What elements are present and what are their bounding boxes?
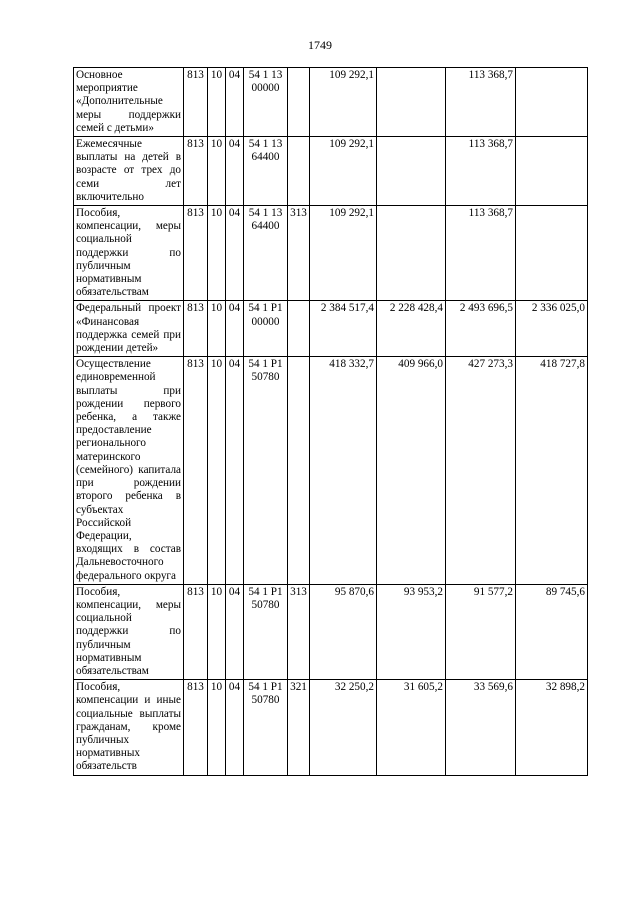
- cell-rz: 10: [208, 680, 226, 775]
- cell-value-1: 109 292,1: [310, 68, 377, 137]
- cell-value-1: 109 292,1: [310, 206, 377, 301]
- table-row: [74, 206, 588, 301]
- cell-value-3: 113 368,7: [446, 68, 516, 137]
- cell-rz: 10: [208, 584, 226, 679]
- table-row: [74, 68, 588, 137]
- cell-csr: 54 1 P1 50780: [244, 680, 288, 775]
- cell-value-2: [377, 137, 446, 206]
- cell-value-4: 418 727,8: [516, 357, 588, 584]
- cell-value-3: 113 368,7: [446, 206, 516, 301]
- cell-pr: 04: [226, 357, 244, 584]
- cell-name: Пособия, компенсации и иные социальные выплаты гражданам, кроме публичных нормативных обязательств: [74, 680, 184, 775]
- cell-vr: [288, 357, 310, 584]
- cell-value-4: [516, 137, 588, 206]
- cell-name: Ежемесячные выплаты на детей в возрасте от трех до семи лет включительно: [74, 137, 184, 206]
- cell-vr: [288, 301, 310, 357]
- cell-value-3: 113 368,7: [446, 137, 516, 206]
- cell-grbs: 813: [184, 584, 208, 679]
- table-row: [74, 680, 588, 775]
- cell-value-1: 109 292,1: [310, 137, 377, 206]
- cell-value-1: 95 870,6: [310, 584, 377, 679]
- cell-grbs: 813: [184, 68, 208, 137]
- table-row: [74, 357, 588, 584]
- cell-pr: 04: [226, 301, 244, 357]
- cell-grbs: 813: [184, 301, 208, 357]
- cell-value-4: 89 745,6: [516, 584, 588, 679]
- cell-csr: 54 1 13 00000: [244, 68, 288, 137]
- cell-csr: 54 1 P1 50780: [244, 357, 288, 584]
- cell-value-2: 93 953,2: [377, 584, 446, 679]
- cell-value-1: 2 384 517,4: [310, 301, 377, 357]
- cell-csr: 54 1 P1 00000: [244, 301, 288, 357]
- cell-value-2: [377, 68, 446, 137]
- cell-value-2: [377, 206, 446, 301]
- cell-vr: 313: [288, 584, 310, 679]
- cell-value-4: [516, 68, 588, 137]
- cell-value-3: 91 577,2: [446, 584, 516, 679]
- table-row: [74, 301, 588, 357]
- cell-vr: 321: [288, 680, 310, 775]
- cell-csr: 54 1 13 64400: [244, 137, 288, 206]
- cell-value-3: 2 493 696,5: [446, 301, 516, 357]
- table-row: [74, 137, 588, 206]
- cell-vr: [288, 137, 310, 206]
- cell-pr: 04: [226, 680, 244, 775]
- cell-value-4: 2 336 025,0: [516, 301, 588, 357]
- cell-value-2: 31 605,2: [377, 680, 446, 775]
- cell-value-4: [516, 206, 588, 301]
- cell-grbs: 813: [184, 680, 208, 775]
- cell-pr: 04: [226, 584, 244, 679]
- cell-vr: 313: [288, 206, 310, 301]
- cell-name: Пособия, компенсации, меры социальной поддержки по публичным нормативным обязательствам: [74, 584, 184, 679]
- table-row: [74, 584, 588, 679]
- cell-value-1: 32 250,2: [310, 680, 377, 775]
- cell-rz: 10: [208, 206, 226, 301]
- cell-csr: 54 1 13 64400: [244, 206, 288, 301]
- cell-name: Федеральный проект «Финансовая поддержка семей при рождении детей»: [74, 301, 184, 357]
- cell-value-1: 418 332,7: [310, 357, 377, 584]
- cell-grbs: 813: [184, 137, 208, 206]
- cell-name: Пособия, компенсации, меры социальной поддержки по публичным нормативным обязательствам: [74, 206, 184, 301]
- cell-pr: 04: [226, 137, 244, 206]
- cell-grbs: 813: [184, 357, 208, 584]
- cell-value-3: 33 569,6: [446, 680, 516, 775]
- cell-csr: 54 1 P1 50780: [244, 584, 288, 679]
- cell-grbs: 813: [184, 206, 208, 301]
- cell-rz: 10: [208, 301, 226, 357]
- cell-name: Осуществление единовременной выплаты при рождении первого ребенка, а также предоставление регионального материнского (семейного) капитала при рождении второго ребенка в субъектах Российской Федерации, входящих в состав Дальневосточного федерального округа: [74, 357, 184, 584]
- cell-value-4: 32 898,2: [516, 680, 588, 775]
- cell-vr: [288, 68, 310, 137]
- cell-rz: 10: [208, 137, 226, 206]
- cell-rz: 10: [208, 68, 226, 137]
- cell-value-2: 2 228 428,4: [377, 301, 446, 357]
- page-number: 1749: [308, 38, 332, 52]
- cell-pr: 04: [226, 206, 244, 301]
- table-body: [74, 68, 588, 776]
- cell-value-3: 427 273,3: [446, 357, 516, 584]
- budget-table: [73, 67, 588, 776]
- cell-name: Основное мероприятие «Дополнительные меры поддержки семей с детьми»: [74, 68, 184, 137]
- cell-rz: 10: [208, 357, 226, 584]
- cell-pr: 04: [226, 68, 244, 137]
- cell-value-2: 409 966,0: [377, 357, 446, 584]
